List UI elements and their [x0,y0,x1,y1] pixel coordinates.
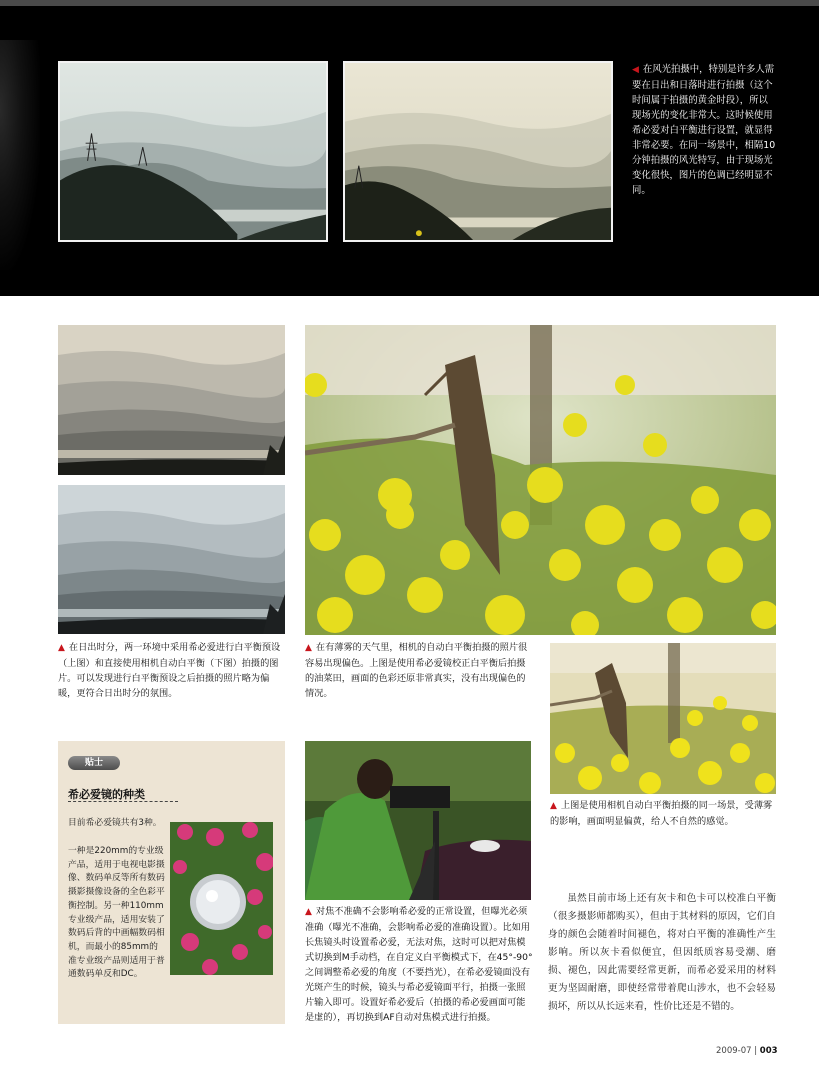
page-number: 003 [759,1046,778,1056]
photographer-caption-text: 对焦不准确不会影响希必爱的正常设置，但曝光必须准确（曝光不准确，会影响希必爱的准确设置）。比如用长焦镜头时设置希必爱，无法对焦，这时可以把对焦模式切换到M手动档，在自定义白平衡模式下，在45°-90°之间调整希必爱的角度（不要挡光），在希必爱镜面没有光斑产生的时候，镜头与希必爱镜面平行，拍摄一张照片输入即可。设置好希必爱后（拍摄的希必爱画面可能是虚的），再切换到AF自动对焦模式进行拍摄。 [305,906,533,1023]
sunrise-photo-auto [58,485,285,634]
auto-caption-text: 上图是使用相机自动白平衡拍摄的同一场景，受薄雾的影响，画面明显偏黄，给人不自然的感觉。 [550,800,773,827]
fog-caption-text: 在有薄雾的天气里，相机的自动白平衡拍摄的照片很容易出现偏色。上图是使用希必爱镜校正白平衡后拍摄的油菜田，画面的色彩还原非常真实，没有出现偏色的情况。 [305,642,528,699]
caption-marker: ◀ [632,65,639,75]
caption-marker: ▲ [550,801,557,811]
sunrise-caption-text: 在日出时分，两一环境中采用希必爱进行白平衡预设（上图）和直接使用相机自动白平衡（下图）拍摄的图片。可以发现进行白平衡预设之后拍摄的照片略为偏暖，更符合日出时分的氛围。 [58,642,281,699]
photographer-caption-block [305,904,533,1025]
top-caption-block [632,62,777,198]
sunrise-caption [58,640,286,701]
page-footer [716,1046,778,1056]
tip-intro: 目前希必爱镜共有3种。 [68,818,162,828]
top-caption [632,62,777,198]
sunrise-photo-preset [58,325,285,475]
caption-marker: ▲ [58,643,65,653]
hill-photo-left [58,61,328,242]
tip-title: 希必爱镜的种类 [68,788,145,801]
sunrise-caption-block [58,640,286,701]
fog-caption-block [305,640,533,701]
rapeseed-photo-auto [550,643,776,794]
photographer-photo [305,741,531,900]
hill-photo-right [343,61,613,242]
top-caption-text: 在风光拍摄中，特别是许多人需要在日出和日落时进行拍摄（这个时间属于拍摄的黄金时段），所以现场光的变化非常大。这时候使用希必爱对白平衡进行设置，就显得非常必要。在同一场景中，相隔10分钟拍摄的风光特写，由于现场光变化很快，图片的色调已经明显不同。 [632,64,776,196]
fog-caption [305,640,533,701]
lens-edge-graphic [0,40,40,270]
caption-marker: ▲ [305,643,312,653]
auto-caption [550,798,778,829]
caption-marker: ▲ [305,907,312,917]
footer-separator: | [754,1046,758,1056]
auto-caption-block [550,798,778,829]
tip-paragraph: 一种是220mm的专业级产品，适用于电视电影摄像、数码单反等所有数码摄影摄像设备的全色彩平衡控制。另一种110mm专业级产品，适用安装了数码后背的中画幅数码相机，而最小的85mm的准专业级产品则适用于普通数码单反和DC。 [68,846,165,980]
tip-tag: 贴士 [68,756,120,770]
expodisc-flowers-photo [170,822,273,975]
body-paragraph: 虽然目前市场上还有灰卡和色卡可以校准白平衡（很多摄影师都购买），但由于其材料的原因，它们自身的颜色会随着时间褪色，将对白平衡的准确性产生影响。所以灰卡看似便宜，但因纸质容易受潮、磨损、褪色，因此需要经常更新，而希必爱采用的材料更为坚固耐磨，即使经常带着爬山涉水，也不会轻易损坏，所以从长远来看，性价比还是不错的。 [548,893,776,1012]
rapeseed-photo-corrected [305,325,776,635]
photographer-caption [305,904,533,1025]
tip-divider [68,801,178,802]
issue-date: 2009-07 [716,1046,752,1056]
